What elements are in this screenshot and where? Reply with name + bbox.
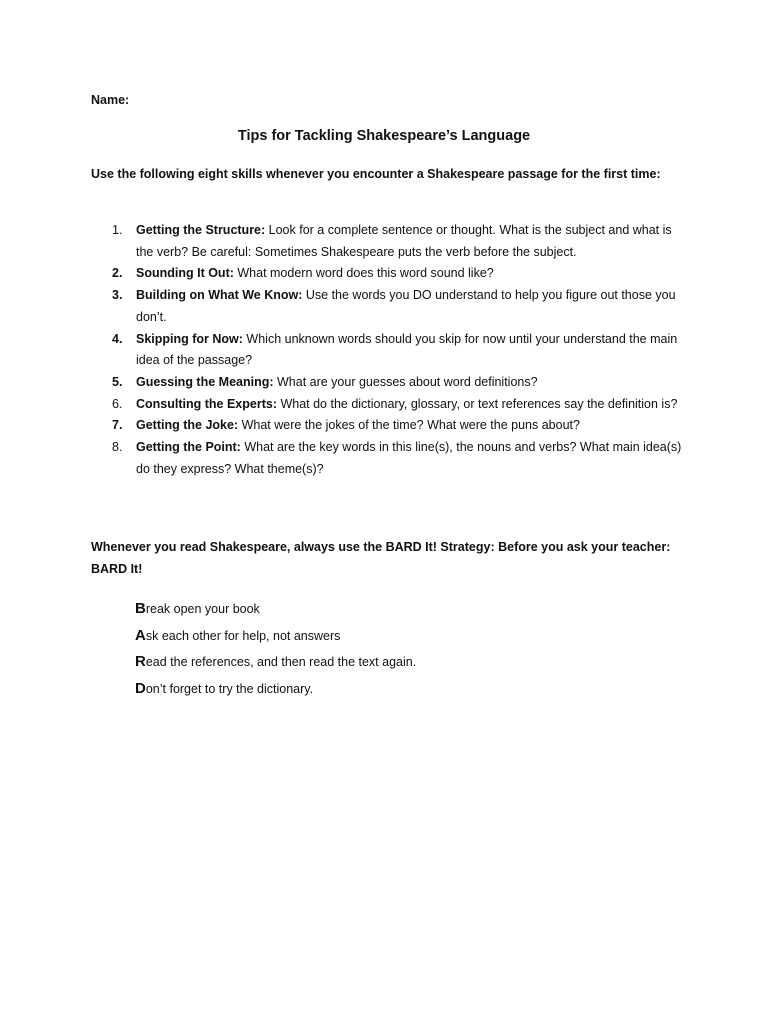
skill-item — [91, 329, 691, 372]
skill-term: Skipping for Now: — [136, 331, 243, 346]
skill-item — [91, 220, 691, 263]
skill-number: 2. — [112, 266, 123, 281]
bard-item — [135, 676, 416, 703]
skill-text: What were the jokes of the time? What were the puns about? — [238, 418, 580, 433]
skill-item — [91, 437, 691, 480]
skill-text: Which unknown words should you skip for now until your understand the main idea of the passage? — [136, 331, 678, 368]
bard-list — [135, 596, 416, 702]
skill-text: What are the key words in this line(s), the nouns and verbs? What main idea(s) do they express? What theme(s)? — [136, 440, 682, 476]
bard-item — [135, 596, 416, 623]
skill-number: 8. — [112, 440, 123, 455]
skill-number: 4. — [112, 331, 123, 346]
bard-text: sk each other for help, not answers — [145, 628, 341, 643]
bard-letter: B — [135, 600, 146, 617]
skill-number: 7. — [112, 418, 123, 433]
bard-letter: A — [135, 626, 146, 644]
skill-item — [91, 415, 691, 437]
bard-text: on’t forget to try the dictionary. — [145, 681, 314, 696]
skill-text: What are your guesses about word definitions? — [273, 374, 538, 389]
skill-item — [91, 263, 691, 285]
skill-term: Building on What We Know: — [136, 288, 303, 303]
skill-item — [91, 372, 691, 394]
skill-text: Look for a complete sentence or thought. What is the subject and what is the verb? Be careful: Sometimes Shakespeare puts the verb before the subject. — [136, 223, 672, 259]
skill-term: Getting the Structure: — [136, 223, 266, 237]
skills-list — [91, 220, 691, 480]
bard-item — [135, 649, 416, 676]
bard-text: ead the references, and then read the text again. — [145, 655, 417, 670]
skill-term: Sounding It Out: — [136, 266, 234, 281]
skill-text: What modern word does this word sound like? — [233, 266, 494, 281]
page-title: Tips for Tackling Shakespeare’s Language — [237, 128, 531, 144]
skill-term: Getting the Joke: — [136, 418, 239, 433]
name-label: Name: — [91, 93, 130, 107]
skill-term: Guessing the Meaning: — [136, 374, 274, 389]
bard-intro-paragraph: Whenever you read Shakespeare, always use the BARD It! Strategy: Before you ask your teacher: BARD It! — [91, 540, 671, 576]
skill-term: Getting the Point: — [136, 440, 241, 455]
intro-paragraph: Use the following eight skills whenever you encounter a Shakespeare passage for the first time: — [91, 167, 661, 181]
bard-text: reak open your book — [145, 602, 260, 616]
skill-item — [91, 285, 691, 328]
bard-letter: R — [135, 653, 146, 671]
skill-number: 3. — [112, 288, 123, 303]
skill-term: Consulting the Experts: — [136, 396, 277, 411]
bard-letter: D — [135, 679, 146, 697]
skill-number: 5. — [112, 374, 123, 389]
skill-text: What do the dictionary, glossary, or text references say the definition is? — [276, 396, 678, 411]
bard-item — [135, 623, 416, 650]
skill-number: 1. — [112, 223, 123, 237]
skill-text: Use the words you DO understand to help you figure out those you don’t. — [136, 288, 676, 324]
skill-number: 6. — [112, 396, 123, 411]
skill-item — [91, 394, 691, 416]
